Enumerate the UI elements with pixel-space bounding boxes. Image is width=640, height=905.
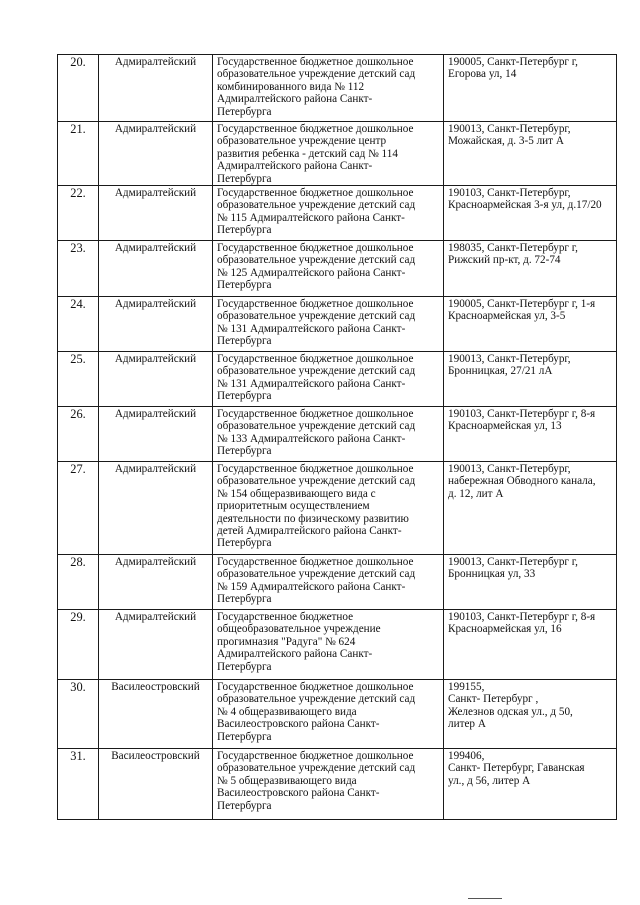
table-body xyxy=(58,55,617,820)
address-line: д. 12, лит А xyxy=(448,487,504,500)
district-cell xyxy=(99,241,213,297)
district-name: Адмиралтейский xyxy=(114,298,197,311)
address-line: литер А xyxy=(448,718,486,731)
district-cell xyxy=(99,352,213,407)
institution-name-line: № 125 Адмиралтейского района Санкт- xyxy=(217,266,406,279)
address-cell xyxy=(444,352,617,407)
address-line: Красноармейская 3-я ул, д.17/20 xyxy=(448,199,602,212)
address-cell xyxy=(444,55,617,122)
institution-name-cell xyxy=(213,680,444,749)
institution-name-line: Петербурга xyxy=(217,279,272,292)
institution-name-line: Петербурга xyxy=(217,730,272,743)
institution-name-line: Петербурга xyxy=(217,224,272,237)
address-line: Красноармейская ул, 3-5 xyxy=(448,310,566,323)
institution-name-line: № 159 Адмиралтейского района Санкт- xyxy=(217,580,406,593)
row-number: 23. xyxy=(70,241,86,256)
row-number-cell xyxy=(58,555,99,610)
address-line: 190103, Санкт-Петербург, xyxy=(448,187,571,200)
institution-name-cell xyxy=(213,122,444,186)
institution-name-line: Государственное бюджетное дошкольное xyxy=(217,353,414,366)
table-row xyxy=(58,610,617,680)
institution-name-line: № 131 Адмиралтейского района Санкт- xyxy=(217,377,406,390)
institution-name-line: № 4 общеразвивающего вида xyxy=(217,705,357,718)
address-line: Бронницкая, 27/21 лА xyxy=(448,365,553,378)
institution-name-line: Государственное бюджетное дошкольное xyxy=(217,556,414,569)
district-cell xyxy=(99,122,213,186)
institution-name-line: Петербурга xyxy=(217,105,272,118)
institution-name-line: Государственное бюджетное дошкольное xyxy=(217,750,414,763)
row-number-cell xyxy=(58,297,99,352)
district-cell xyxy=(99,297,213,352)
address-line: Красноармейская ул, 16 xyxy=(448,623,562,636)
institution-name-line: Адмиралтейского района Санкт- xyxy=(217,160,373,173)
address-line: набережная Обводного канала, xyxy=(448,475,596,488)
district-name: Василеостровский xyxy=(111,750,200,763)
institution-name-cell xyxy=(213,610,444,680)
institution-name-line: Петербурга xyxy=(217,660,272,673)
address-cell xyxy=(444,407,617,462)
row-number-cell xyxy=(58,55,99,122)
address-line: 190005, Санкт-Петербург г, xyxy=(448,56,578,68)
institution-name-line: образовательное учреждение детский сад xyxy=(217,199,416,212)
institution-name-line: образовательное учреждение детский сад xyxy=(217,68,416,81)
institution-name-line: Государственное бюджетное дошкольное xyxy=(217,123,414,135)
table-row xyxy=(58,55,617,122)
institution-name-cell xyxy=(213,555,444,610)
address-line: 190013, Санкт-Петербург, xyxy=(448,353,571,366)
address-line: 190103, Санкт-Петербург г, 8-я xyxy=(448,408,596,421)
institution-name-line: Василеостровского района Санкт- xyxy=(217,718,380,731)
row-number: 21. xyxy=(70,122,86,136)
row-number-cell xyxy=(58,462,99,555)
institution-name-line: образовательное учреждение детский сад xyxy=(217,693,416,706)
address-cell xyxy=(444,122,617,186)
address-line: Бронницкая ул, 33 xyxy=(448,568,536,581)
address-cell xyxy=(444,462,617,555)
district-cell xyxy=(99,555,213,610)
scan-artifact xyxy=(468,898,502,899)
address-line: 190013, Санкт-Петербург, xyxy=(448,463,571,476)
institution-name-line: Петербурга xyxy=(217,593,272,606)
institution-name-line: Государственное бюджетное дошкольное xyxy=(217,681,414,694)
address-line: Можайская, д. 3-5 лит А xyxy=(448,135,564,148)
institution-name-line: образовательное учреждение детский сад xyxy=(217,420,416,433)
table-row xyxy=(58,462,617,555)
institution-name-line: развития ребенка - детский сад № 114 xyxy=(217,147,398,160)
address-line: 198035, Санкт-Петербург г, xyxy=(448,242,578,255)
table-row xyxy=(58,407,617,462)
district-name: Адмиралтейский xyxy=(114,187,197,200)
address-line: Железнов одская ул., д 50, xyxy=(448,705,573,718)
table-row xyxy=(58,680,617,749)
institution-name-line: Петербурга xyxy=(217,537,272,550)
address-cell xyxy=(444,555,617,610)
row-number: 28. xyxy=(70,555,86,570)
district-cell xyxy=(99,407,213,462)
institutions-table xyxy=(57,54,617,820)
institution-name-cell xyxy=(213,186,444,241)
institution-name-line: Адмиралтейского района Санкт- xyxy=(217,93,373,106)
institution-name-line: № 131 Адмиралтейского района Санкт- xyxy=(217,322,406,335)
district-name: Адмиралтейский xyxy=(114,56,197,68)
institution-name-line: Государственное бюджетное xyxy=(217,611,354,624)
row-number: 30. xyxy=(70,680,86,695)
row-number-cell xyxy=(58,407,99,462)
district-cell xyxy=(99,610,213,680)
institution-name-line: Адмиралтейского района Санкт- xyxy=(217,648,373,661)
district-name: Адмиралтейский xyxy=(114,463,197,476)
address-line: 199155, xyxy=(448,681,485,694)
institution-name-line: образовательное учреждение детский сад xyxy=(217,310,416,323)
district-name: Василеостровский xyxy=(111,681,200,694)
table-row xyxy=(58,122,617,186)
table-row xyxy=(58,297,617,352)
address-line: 190005, Санкт-Петербург г, 1-я xyxy=(448,298,596,311)
institution-name-line: № 154 общеразвивающего вида с xyxy=(217,487,376,500)
address-cell xyxy=(444,186,617,241)
row-number: 26. xyxy=(70,407,86,422)
institution-name-cell xyxy=(213,407,444,462)
district-name: Адмиралтейский xyxy=(114,123,197,135)
table-row xyxy=(58,555,617,610)
institution-name-line: Государственное бюджетное дошкольное xyxy=(217,187,414,200)
institution-name-line: Государственное бюджетное дошкольное xyxy=(217,56,414,68)
row-number: 20. xyxy=(70,55,86,69)
row-number: 24. xyxy=(70,297,86,312)
row-number-cell xyxy=(58,352,99,407)
row-number-cell xyxy=(58,241,99,297)
row-number: 25. xyxy=(70,352,86,367)
institution-name-line: № 115 Адмиралтейского района Санкт- xyxy=(217,211,405,224)
district-cell xyxy=(99,462,213,555)
institution-name-line: образовательное учреждение детский сад xyxy=(217,475,416,488)
institution-name-line: № 133 Адмиралтейского района Санкт- xyxy=(217,432,406,445)
district-name: Адмиралтейский xyxy=(114,408,197,421)
institution-name-line: приоритетным осуществлением xyxy=(217,500,370,513)
row-number-cell xyxy=(58,749,99,820)
row-number-cell xyxy=(58,122,99,186)
institution-name-line: Петербурга xyxy=(217,445,272,458)
institution-name-cell xyxy=(213,297,444,352)
table-row xyxy=(58,352,617,407)
institution-name-cell xyxy=(213,749,444,820)
institution-name-cell xyxy=(213,462,444,555)
institution-name-line: образовательное учреждение детский сад xyxy=(217,568,416,581)
institution-name-line: прогимназия "Радуга" № 624 xyxy=(217,635,356,648)
address-cell xyxy=(444,749,617,820)
row-number: 27. xyxy=(70,462,86,477)
institution-name-line: Государственное бюджетное дошкольное xyxy=(217,408,414,421)
row-number-cell xyxy=(58,186,99,241)
address-line: 199406, xyxy=(448,750,485,763)
row-number: 29. xyxy=(70,610,86,625)
table-row xyxy=(58,241,617,297)
institution-name-cell xyxy=(213,55,444,122)
table-row xyxy=(58,186,617,241)
institution-name-line: Петербурга xyxy=(217,172,272,185)
address-line: 190013, Санкт-Петербург г, xyxy=(448,556,578,569)
address-line: 190103, Санкт-Петербург г, 8-я xyxy=(448,611,596,624)
institution-name-line: Петербурга xyxy=(217,799,272,812)
institution-name-cell xyxy=(213,352,444,407)
row-number: 22. xyxy=(70,186,86,201)
institution-name-line: образовательное учреждение детский сад xyxy=(217,365,416,378)
row-number-cell xyxy=(58,680,99,749)
institution-name-line: Государственное бюджетное дошкольное xyxy=(217,242,414,255)
address-cell xyxy=(444,610,617,680)
address-line: 190013, Санкт-Петербург, xyxy=(448,123,571,135)
address-cell xyxy=(444,241,617,297)
institution-name-line: № 5 общеразвивающего вида xyxy=(217,774,357,787)
address-cell xyxy=(444,297,617,352)
institution-name-line: детей Адмиралтейского района Санкт- xyxy=(217,525,402,538)
district-name: Адмиралтейский xyxy=(114,611,197,624)
row-number-cell xyxy=(58,610,99,680)
address-line: Санкт- Петербург , xyxy=(448,693,539,706)
institution-name-line: Государственное бюджетное дошкольное xyxy=(217,298,414,311)
institution-name-line: Василеостровского района Санкт- xyxy=(217,787,380,800)
address-line: Рижский пр-кт, д. 72-74 xyxy=(448,254,561,267)
address-line: Егорова ул, 14 xyxy=(448,68,517,81)
district-cell xyxy=(99,186,213,241)
row-number: 31. xyxy=(70,749,86,764)
institution-name-line: образовательное учреждение детский сад xyxy=(217,254,416,267)
district-cell xyxy=(99,680,213,749)
institution-name-line: деятельности по физическому развитию xyxy=(217,512,409,525)
district-name: Адмиралтейский xyxy=(114,242,197,255)
institution-name-line: Государственное бюджетное дошкольное xyxy=(217,463,414,476)
district-cell xyxy=(99,55,213,122)
district-name: Адмиралтейский xyxy=(114,556,197,569)
institution-name-line: образовательное учреждение детский сад xyxy=(217,762,416,775)
address-line: Красноармейская ул, 13 xyxy=(448,420,562,433)
district-cell xyxy=(99,749,213,820)
table-row xyxy=(58,749,617,820)
institution-name-line: образовательное учреждение центр xyxy=(217,135,387,148)
address-line: Санкт- Петербург, Гаванская xyxy=(448,762,585,775)
institution-name-line: Петербурга xyxy=(217,390,272,403)
institution-name-line: комбинированного вида № 112 xyxy=(217,80,365,93)
address-cell xyxy=(444,680,617,749)
address-line: ул., д 56, литер А xyxy=(448,774,531,787)
institution-name-line: Петербурга xyxy=(217,335,272,348)
institution-name-line: общеобразовательное учреждение xyxy=(217,623,381,636)
institution-name-cell xyxy=(213,241,444,297)
district-name: Адмиралтейский xyxy=(114,353,197,366)
